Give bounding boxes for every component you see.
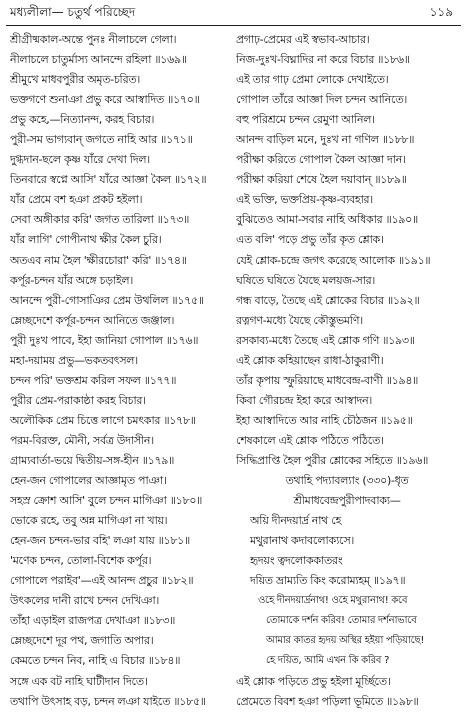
verse-line: পুরী-সম ভাগ্যবান্ জগতে নাহি আর ॥১৭১॥ <box>10 133 193 147</box>
sanskrit-line: দয়িত ভ্রাম্যতি কিং করোম্যহম্ ॥১৯৭॥ <box>250 574 406 588</box>
verse-line: এত বলি' পড়ে প্রভু তাঁর কৃত শ্লোক। <box>236 233 384 247</box>
verse-line: রত্নগণ-মধ্যে যৈছে কৌস্তুভমণি। <box>236 313 363 327</box>
verse-line: আনন্দ বাড়িল মনে, দুঃখ না গণিল ॥১৮৮॥ <box>236 133 415 147</box>
verse-line: গন্ধ বাড়ে, তৈছে এই শ্লোকের বিচার ॥১৯২॥ <box>236 293 420 307</box>
translation-line: ওহে দীনদয়ার্দ্রনাথ! ওহে মথুরানাথ! কবে <box>258 595 408 607</box>
running-title: মধ্যলীলা— চতুর্থ পরিচ্ছেদ <box>10 5 136 19</box>
verse-line: প্রেমেতে বিবশ হঞা পড়িলা ভূমিতে ॥১৯৮॥ <box>236 694 419 708</box>
verse-line: যেই শ্লোক-চন্দ্রে জগৎ করেছে আলোক ॥১৯১॥ <box>236 253 431 267</box>
verse-line: পুরী দুঃখ পাবে, ইহা জানিয়া গোপাল ॥১৭৬॥ <box>10 333 199 347</box>
verse-line: মহা-দয়াময় প্রভু—ভকতবৎসল। <box>10 353 138 367</box>
left-column <box>10 30 232 712</box>
verse-line: শ্রীগ্রীষ্মকাল-অন্তে পুনঃ নীলাচলে গেলা। <box>10 33 177 46</box>
right-column <box>236 30 458 712</box>
translation-line: তোমাকে দর্শন করিব! তোমার দর্শনাভাবে <box>266 615 417 627</box>
verse-line: অলৌকিক প্রেম চিত্তে লাগে চমৎকার ॥১৭৮॥ <box>10 413 196 427</box>
verse-line: অতএব নাম হৈল 'ক্ষীরচোরা' করি' ॥১৭৪॥ <box>10 253 187 267</box>
sanskrit-line: অয়ি দীনদয়ার্দ্র নাথ হে <box>250 514 342 528</box>
verse-line: আনন্দে পুরী-গোসাঞির প্রেম উথলিল ॥১৭৫॥ <box>10 293 204 307</box>
verse-line: এই শ্লোক কহিয়াছেন রাধা-ঠাকুরাণী। <box>236 353 384 367</box>
verse-line: কেমতে চন্দন নিব, নাহি এ বিচার ॥১৮৪॥ <box>10 654 181 668</box>
verse-line: এই ভক্তি, ভক্তপ্রিয়-কৃষ্ণ-ব্যবহার। <box>236 193 373 207</box>
page-number: ১১৯ <box>429 5 453 19</box>
verse-line: নিজ-দুঃখ-বিঘ্নাদির না করে বিচার ॥১৮৬॥ <box>236 53 410 67</box>
verse-line: শেষকালে এই শ্লোক পঠিতে পঠিতে। <box>236 433 384 447</box>
verse-line: পুরীর প্রেম-পরাকাষ্ঠা করহ বিচার। <box>10 393 146 407</box>
verse-line: যাঁর প্রেমে বশ হঞা প্রকট হইলা। <box>10 193 143 207</box>
verse-source: তথাহি পদ্যাবল্যাং (৩৩০)-ধৃত <box>285 474 409 488</box>
verse-line: সহস্র ক্রোশ আসি' বুলে চন্দন মাগিঞা ॥১৮০॥ <box>10 494 203 508</box>
verse-author: শ্রীমাধবেন্দ্রপুরীপাদবাক্য— <box>293 494 401 508</box>
verse-line: কিবা গৌরচন্দ্র ইহা করে আস্বাদন। <box>236 393 372 407</box>
verse-line: শ্রীমুখে মাধবপুরীর অমৃত-চরিত। <box>10 73 140 87</box>
verse-line: এই তার গাঢ় প্রেমা লোকে দেখাইতে। <box>236 73 389 87</box>
verse-line: পরম-বিরক্ত, মৌনী, সর্বত্র উদাসীন। <box>10 433 154 447</box>
sanskrit-line: হৃদয়ং ত্বদলোককাতরং <box>250 554 343 568</box>
verse-line: ভোকে রহে, তবু অন্ন মাগিঞা না খায়। <box>10 514 168 528</box>
verse-line: প্রভু কহে,—নিত্যানন্দ, করহ বিচার। <box>10 113 155 127</box>
verse-line: সেবা অঙ্গীকার করি' জগত তারিলা ॥১৭৩॥ <box>10 213 190 227</box>
verse-line: গোপাল তাঁরে আজ্ঞা দিল চন্দন আনিতে। <box>236 93 407 107</box>
verse-line: তথাপি উৎসাহ বড়, চন্দন লঞা যাইতে ॥১৮৫॥ <box>10 694 206 708</box>
verse-line: ইহা আস্বাদিতে আর নাহি চৌঠজন ॥১৯৫॥ <box>236 413 413 427</box>
verse-line: বহু পরিশ্রমে চন্দন রেমুণা আনিল। <box>236 113 375 127</box>
verse-line: হেন-জন চন্দন-ভার বহি' লঞা যায় ॥১৮১॥ <box>10 534 190 548</box>
verse-line: উৎকলের দানী রাখে চন্দন দেখিঞা। <box>10 594 160 608</box>
verse-line: দুগ্ধদান-ছলে কৃষ্ণ যাঁরে দেখা দিল। <box>10 153 150 167</box>
verse-line: ঘষিতে ঘষিতে যৈছে মলয়জ-সার। <box>236 273 376 287</box>
verse-line: ভক্তগণে শুনাঞা প্রভু করে আস্বাদিত ॥১৭০॥ <box>10 93 200 107</box>
verse-line: নীলাচলে চাতুর্মাস্য আনন্দে রহিলা ॥১৬৯॥ <box>10 53 187 67</box>
verse-line: তাঁহা এড়াইল রাজপত্র দেখাঞা ॥১৮৩॥ <box>10 614 176 628</box>
page-header <box>0 0 467 24</box>
verse-line: সিদ্ধিপ্রাপ্তি হৈল পুরীর শ্লোকের সহিতে ॥১৯৬॥ <box>236 453 429 467</box>
verse-line: প্রগাঢ়-প্রেমের এই স্বভাব-আচার। <box>236 33 370 46</box>
header-rule <box>6 25 461 26</box>
verse-line: কর্পূর-চন্দন যাঁর অঙ্গে চড়াইল। <box>10 273 133 287</box>
verse-line: ম্লেচ্ছদেশে কর্পূর-চন্দন আনিতে জঞ্জাল। <box>10 313 175 327</box>
sanskrit-line: মথুরানাথ কদাবলোক্যসে। <box>250 534 355 548</box>
verse-line: ম্লেচ্ছদেশে দূর পথ, জগাতি অপার। <box>10 634 154 648</box>
verse-line: হেন-জন গোপালের আজ্ঞামৃত পাঞা। <box>10 474 167 488</box>
translation-line: আমার কাতর হৃদয় অস্থির হইয়া পড়িয়াছে! <box>266 635 425 647</box>
verse-line: পরীক্ষা করিয়া শেষে হৈল দয়াবান্ ॥১৮৯॥ <box>236 173 407 187</box>
translation-line: হে দয়িত, আমি এখন কি করিব ? <box>266 655 390 667</box>
verse-line: গোপালে পরাইব'—এই আনন্দ প্রচুর ॥১৮২॥ <box>10 574 194 588</box>
verse-line: তাঁর কৃপায় স্ফুরিয়াছে মাধবেন্দ্র-বাণী ॥১৯৪॥ <box>236 373 419 387</box>
verse-line: সঙ্গে এক বট নাহি ঘাটীদান দিতে। <box>10 674 148 688</box>
verse-line: এই শ্লোক পড়িতে প্রভু হইলা মূর্চ্ছিতে। <box>236 674 391 688</box>
verse-line: যাঁর লাগি' গোপীনাথ ক্ষীর কৈল চুরি। <box>10 233 162 247</box>
verse-line: চন্দন পরি' ভক্তশ্রম করিল সফল ॥১৭৭॥ <box>10 373 177 387</box>
verse-line: পরীক্ষা করিতে গোপাল কৈল আজ্ঞা দান। <box>236 153 406 167</box>
verse-line: বুঝিতেও আমা-সবার নাহি অধিকার ॥১৯০॥ <box>236 213 418 227</box>
verse-line: গ্রাম্যবার্তা-ভয়ে দ্বিতীয়-সঙ্গ-হীন ॥১৭৯॥ <box>10 453 175 467</box>
verse-line: রসকাব্য-মধ্যে তৈছে এই শ্লোক গণি ॥১৯৩॥ <box>236 333 415 347</box>
verse-line: তিনবারে স্বপ্নে আসি' যাঁরে আজ্ঞা কৈল ॥১৭২॥ <box>10 173 207 187</box>
verse-line: 'মণেক চন্দন, তোলা-বিশেক কর্পূর। <box>10 554 152 568</box>
